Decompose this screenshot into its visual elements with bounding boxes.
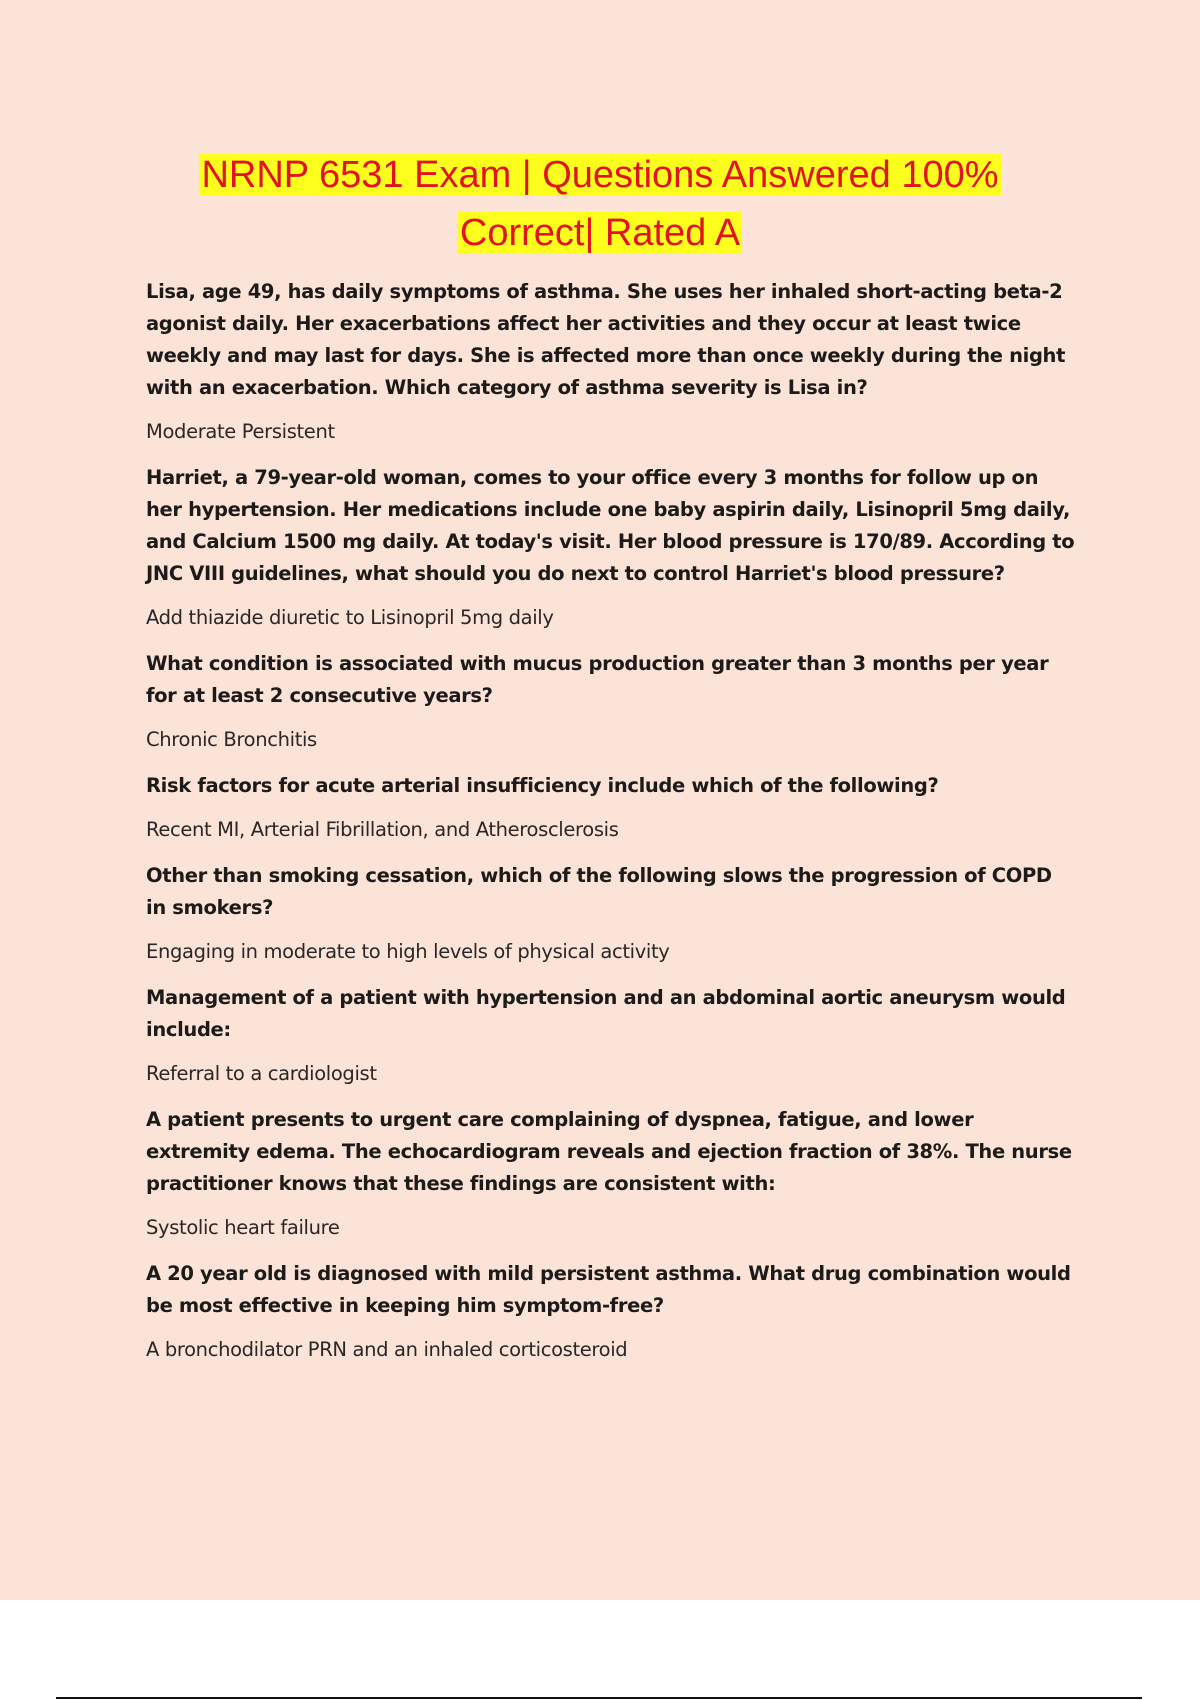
answer-2: Add thiazide diuretic to Lisinopril 5mg daily	[146, 606, 554, 629]
qa-list	[146, 276, 1076, 1380]
page-title	[0, 146, 1200, 262]
answer-1: Moderate Persistent	[146, 420, 335, 443]
title-line-1: NRNP 6531 Exam | Questions Answered 100%	[201, 154, 999, 196]
question-6: Management of a patient with hypertension and an abdominal aortic aneurysm would include:	[146, 986, 1066, 1041]
question-8: A 20 year old is diagnosed with mild persistent asthma. What drug combination would be most effective in keeping him symptom-free?	[146, 1262, 1071, 1317]
answer-8: A bronchodilator PRN and an inhaled corticosteroid	[146, 1338, 628, 1361]
answer-4: Recent MI, Arterial Fibrillation, and Atherosclerosis	[146, 818, 619, 841]
question-1: Lisa, age 49, has daily symptoms of asthma. She uses her inhaled short-acting beta-2 agonist daily. Her exacerbations affect her activities and they occur at least twice weekly and may last for days. She is affected more than once weekly during the night with an exacerbation. Which category of asthma severity is Lisa in?	[146, 280, 1066, 399]
answer-5: Engaging in moderate to high levels of physical activity	[146, 940, 670, 963]
question-2: Harriet, a 79-year-old woman, comes to your office every 3 months for follow up on her hypertension. Her medications include one baby aspirin daily, Lisinopril 5mg daily, and Calcium 1500 mg daily. At today's visit. Her blood pressure is 170/89. According to JNC VIII guidelines, what should you do next to control Harriet's blood pressure?	[146, 466, 1075, 585]
answer-3: Chronic Bronchitis	[146, 728, 317, 751]
title-line-2: Correct| Rated A	[459, 212, 741, 254]
question-7: A patient presents to urgent care complaining of dyspnea, fatigue, and lower extremity edema. The echocardiogram reveals and ejection fraction of 38%. The nurse practitioner knows that these findings are consistent with:	[146, 1108, 1072, 1195]
question-5: Other than smoking cessation, which of the following slows the progression of COPD in smokers?	[146, 864, 1052, 919]
answer-7: Systolic heart failure	[146, 1216, 340, 1239]
question-3: What condition is associated with mucus production greater than 3 months per year for at least 2 consecutive years?	[146, 652, 1049, 707]
question-4: Risk factors for acute arterial insufficiency include which of the following?	[146, 774, 939, 797]
answer-6: Referral to a cardiologist	[146, 1062, 377, 1085]
footer-divider	[56, 1697, 1142, 1699]
